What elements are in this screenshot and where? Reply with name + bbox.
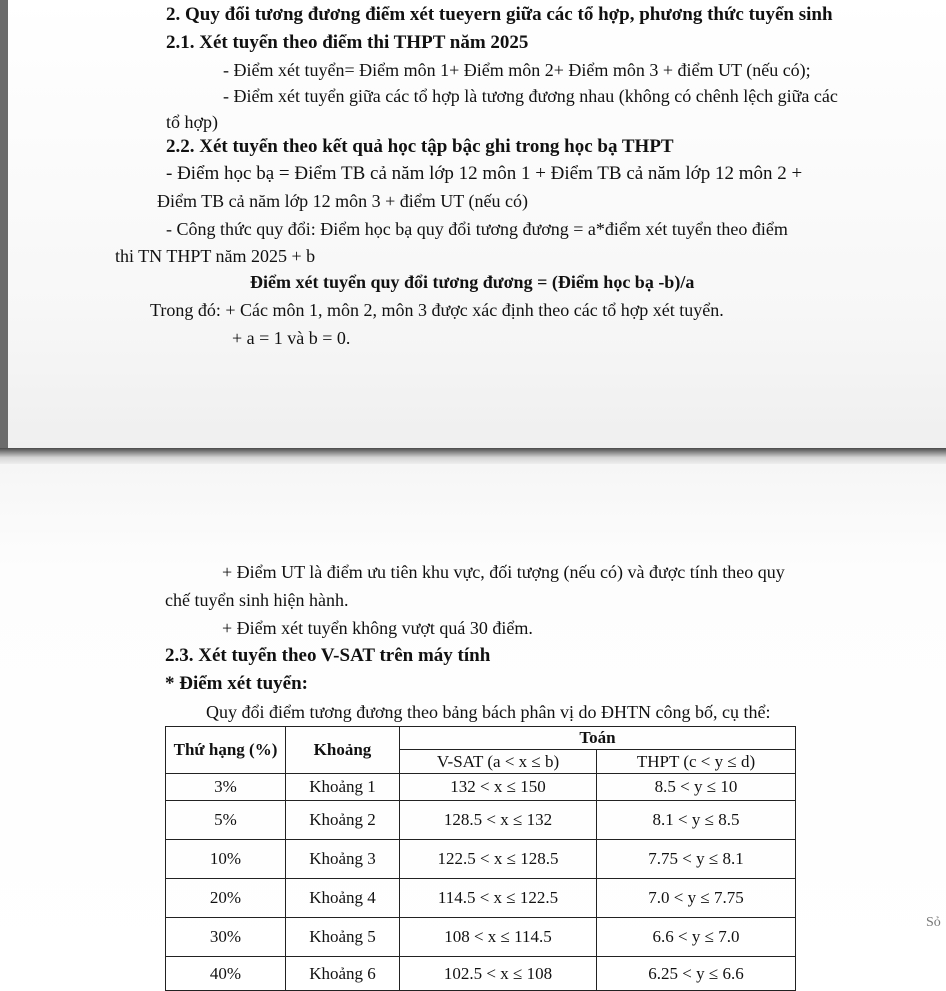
range-cell: Khoảng 6 <box>286 957 400 991</box>
range-cell: Khoảng 3 <box>286 840 400 879</box>
paragraph-2-1-b-line1: - Điểm xét tuyển giữa các tổ hợp là tương đương nhau (không có chênh lệch giữa các <box>223 86 838 106</box>
vsat-header: V-SAT (a < x ≤ b) <box>400 750 597 774</box>
conversion-formula: Điểm xét tuyển quy đổi tương đương = (Điểm học bạ -b)/a <box>250 272 695 292</box>
score-label: * Điểm xét tuyển: <box>165 673 308 694</box>
range-cell: Khoảng 5 <box>286 918 400 957</box>
page-gap <box>0 448 946 464</box>
vsat-cell: 122.5 < x ≤ 128.5 <box>400 840 597 879</box>
thpt-cell: 8.5 < y ≤ 10 <box>597 774 796 801</box>
table-intro: Quy đổi điểm tương đương theo bảng bách phân vị do ĐHTN công bố, cụ thể: <box>206 702 771 722</box>
rank-cell: 40% <box>166 957 286 991</box>
subsection-2-3-title: 2.3. Xét tuyển theo V-SAT trên máy tính <box>165 645 491 666</box>
range-header: Khoảng <box>286 727 400 774</box>
cropped-margin-text: Sỏ <box>926 915 941 930</box>
rank-cell: 20% <box>166 879 286 918</box>
vsat-cell: 128.5 < x ≤ 132 <box>400 801 597 840</box>
paragraph-2-2-a-line2: Điểm TB cả năm lớp 12 môn 3 + điểm UT (nếu có) <box>157 191 528 211</box>
table-row <box>166 957 796 991</box>
paragraph-2-2-b-line2: thi TN THPT năm 2025 + b <box>115 246 316 266</box>
paragraph-2-2-b-line1: - Công thức quy đổi: Điểm học bạ quy đổi tương đương = a*điểm xét tuyển theo điểm <box>166 219 788 239</box>
thpt-cell: 7.75 < y ≤ 8.1 <box>597 840 796 879</box>
range-cell: Khoảng 4 <box>286 879 400 918</box>
rank-cell: 3% <box>166 774 286 801</box>
vsat-cell: 108 < x ≤ 114.5 <box>400 918 597 957</box>
table-row <box>166 879 796 918</box>
where-note: Trong đó: + Các môn 1, môn 2, môn 3 được xác định theo các tổ hợp xét tuyển. <box>150 300 724 320</box>
thpt-cell: 7.0 < y ≤ 7.75 <box>597 879 796 918</box>
thpt-cell: 6.6 < y ≤ 7.0 <box>597 918 796 957</box>
rank-cell: 5% <box>166 801 286 840</box>
max-score-note: + Điểm xét tuyển không vượt quá 30 điểm. <box>222 618 533 638</box>
table-row <box>166 774 796 801</box>
math-group-header: Toán <box>400 727 796 750</box>
priority-note-line2: chế tuyển sinh hiện hành. <box>165 590 349 610</box>
a-b-values: + a = 1 và b = 0. <box>232 328 351 348</box>
subsection-2-1-title: 2.1. Xét tuyển theo điểm thi THPT năm 2025 <box>166 32 529 53</box>
priority-note-line1: + Điểm UT là điểm ưu tiên khu vực, đối tượng (nếu có) và được tính theo quy <box>222 562 785 582</box>
vsat-cell: 132 < x ≤ 150 <box>400 774 597 801</box>
paragraph-2-1-b-line2: tổ hợp) <box>166 112 219 132</box>
paragraph-2-2-a-line1: - Điểm học bạ = Điểm TB cả năm lớp 12 môn 1 + Điểm TB cả năm lớp 12 môn 2 + <box>166 163 803 184</box>
thpt-header: THPT (c < y ≤ d) <box>597 750 796 774</box>
thpt-cell: 8.1 < y ≤ 8.5 <box>597 801 796 840</box>
thpt-cell: 6.25 < y ≤ 6.6 <box>597 957 796 991</box>
rank-header: Thứ hạng (%) <box>166 727 286 774</box>
table-row <box>166 840 796 879</box>
page-edge-shadow <box>0 0 8 448</box>
rank-cell: 10% <box>166 840 286 879</box>
range-cell: Khoảng 1 <box>286 774 400 801</box>
vsat-cell: 114.5 < x ≤ 122.5 <box>400 879 597 918</box>
range-cell: Khoảng 2 <box>286 801 400 840</box>
section-heading: 2. Quy đổi tương đương điểm xét tueyern giữa các tổ hợp, phương thức tuyển sinh <box>166 4 833 25</box>
table-row <box>166 918 796 957</box>
vsat-cell: 102.5 < x ≤ 108 <box>400 957 597 991</box>
rank-cell: 30% <box>166 918 286 957</box>
vsat-conversion-table <box>165 726 796 991</box>
paragraph-2-1-a: - Điểm xét tuyển= Điểm môn 1+ Điểm môn 2+ Điểm môn 3 + điểm UT (nếu có); <box>223 60 811 80</box>
table-row <box>166 801 796 840</box>
subsection-2-2-title: 2.2. Xét tuyển theo kết quả học tập bậc ghi trong học bạ THPT <box>166 136 674 157</box>
